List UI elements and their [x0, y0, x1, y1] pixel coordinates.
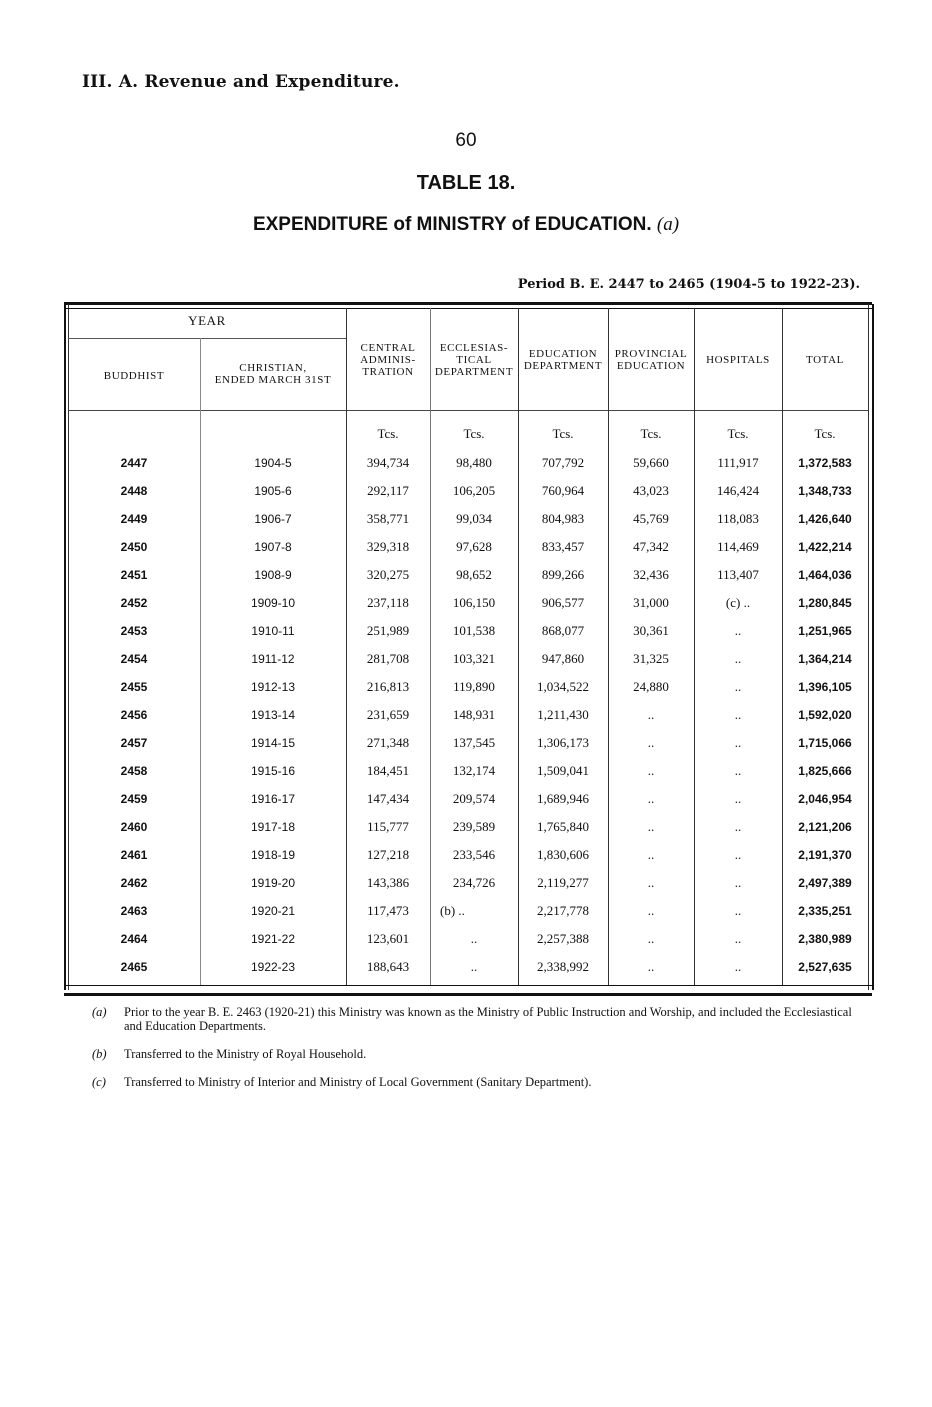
header-buddhist: BUDDHIST [103, 370, 165, 382]
cell-total: 2,335,251 [798, 904, 852, 918]
cell-provincial: 59,660 [633, 455, 669, 470]
cell-ecclesiastical: 119,890 [453, 679, 495, 694]
cell-christian: 1911-12 [251, 652, 295, 666]
table-row [68, 533, 868, 561]
footnote-mark: (b) [92, 1047, 107, 1061]
cell-total: 1,825,666 [798, 764, 852, 778]
cell-ecclesiastical: 97,628 [456, 539, 492, 554]
cell-ecclesiastical: 209,574 [452, 791, 496, 806]
cell-central: 231,659 [366, 707, 410, 722]
cell-ecclesiastical: 106,150 [452, 595, 496, 610]
cell-central: 123,601 [366, 931, 410, 946]
cell-hospitals: .. [734, 931, 742, 946]
cell-ecclesiastical: 239,589 [452, 819, 496, 834]
table-row [68, 701, 868, 729]
header-education [518, 348, 608, 372]
cell-christian: 1919-20 [250, 876, 296, 890]
period-caption: Period B. E. 2447 to 2465 (1904-5 to 1922-23). [517, 277, 860, 292]
cell-provincial: 32,436 [633, 567, 669, 582]
cell-total: 1,715,066 [798, 736, 852, 750]
header-central [346, 342, 430, 378]
cell-education: 2,119,277 [537, 875, 589, 890]
cell-buddhist: 2447 [120, 456, 148, 470]
cell-hospitals: (c) .. [725, 595, 751, 610]
cell-christian: 1905-6 [254, 484, 292, 498]
cell-hospitals: .. [734, 791, 742, 806]
cell-buddhist: 2450 [120, 540, 148, 554]
section-heading: III. A. Revenue and Expenditure. [82, 72, 400, 92]
cell-buddhist: 2457 [120, 736, 148, 750]
cell-ecclesiastical: 103,321 [452, 651, 496, 666]
cell-total: 1,422,214 [798, 540, 852, 554]
table-row [68, 561, 868, 589]
cell-buddhist: 2454 [120, 652, 148, 666]
cell-buddhist: 2453 [120, 624, 148, 638]
cell-hospitals: 118,083 [717, 511, 759, 526]
cell-buddhist: 2458 [120, 764, 148, 778]
cell-central: 117,473 [367, 903, 409, 918]
cell-ecclesiastical: 98,652 [456, 567, 492, 582]
cell-ecclesiastical: 99,034 [456, 511, 492, 526]
cell-total: 1,372,583 [798, 456, 852, 470]
cell-central: 320,275 [366, 567, 410, 582]
cell-central: 237,118 [367, 595, 409, 610]
cell-provincial: .. [647, 819, 655, 834]
header-eccl-line1: ECCLESIAS- [439, 342, 509, 354]
cell-central: 271,348 [366, 735, 410, 750]
cell-total: 1,592,020 [798, 708, 852, 722]
cell-total: 1,280,845 [798, 596, 852, 610]
table-row [68, 925, 868, 953]
footnote-text: Prior to the year B. E. 2463 (1920-21) this Ministry was known as the Ministry of Public Instruction and Worship, and included the Ecclesiastical and Education Departments. [124, 1005, 852, 1033]
cell-education: 1,211,430 [537, 707, 589, 722]
table-row [68, 897, 868, 925]
cell-education: 760,964 [541, 483, 585, 498]
table-row [68, 813, 868, 841]
cell-buddhist: 2459 [120, 792, 148, 806]
cell-ecclesiastical: (b) .. [440, 903, 465, 918]
cell-hospitals: 114,469 [717, 539, 759, 554]
footnote [92, 1005, 872, 1033]
table-row [68, 673, 868, 701]
cell-central: 115,777 [367, 819, 409, 834]
cell-ecclesiastical: 233,546 [452, 847, 496, 862]
cell-total: 2,380,989 [798, 932, 852, 946]
unit-central: Tcs. [377, 426, 399, 441]
subtitle-text: EXPENDITURE of MINISTRY of EDUCATION. [252, 214, 652, 235]
cell-hospitals: .. [734, 651, 742, 666]
table-row [68, 449, 868, 477]
header-central-line1: CENTRAL [360, 342, 416, 354]
cell-christian: 1913-14 [250, 708, 296, 722]
cell-education: 804,983 [541, 511, 585, 526]
unit-hospitals: Tcs. [727, 426, 749, 441]
footnote [92, 1075, 872, 1089]
header-christian [200, 362, 346, 386]
cell-total: 1,348,733 [798, 484, 852, 498]
header-provincial [608, 348, 694, 372]
cell-education: 906,577 [541, 595, 585, 610]
cell-provincial: 30,361 [633, 623, 669, 638]
cell-hospitals: .. [734, 679, 742, 694]
cell-ecclesiastical: 148,931 [452, 707, 496, 722]
cell-education: 1,689,946 [537, 791, 589, 806]
cell-education: 1,306,173 [537, 735, 589, 750]
cell-hospitals: 113,407 [717, 567, 759, 582]
cell-central: 292,117 [367, 483, 409, 498]
cell-ecclesiastical: .. [470, 959, 478, 974]
table-row [68, 645, 868, 673]
cell-christian: 1912-13 [250, 680, 296, 694]
cell-central: 143,386 [366, 875, 410, 890]
cell-education: 2,257,388 [537, 931, 589, 946]
cell-total: 2,527,635 [798, 960, 852, 974]
header-hospitals: HOSPITALS [706, 354, 770, 366]
cell-hospitals: 146,424 [716, 483, 760, 498]
cell-christian: 1922-23 [250, 960, 296, 974]
cell-central: 188,643 [366, 959, 410, 974]
cell-buddhist: 2455 [120, 680, 148, 694]
cell-central: 394,734 [366, 455, 410, 470]
cell-education: 868,077 [541, 623, 585, 638]
header-edu-line2: DEPARTMENT [523, 360, 603, 372]
unit-provincial: Tcs. [640, 426, 662, 441]
cell-christian: 1920-21 [250, 904, 296, 918]
cell-provincial: .. [647, 763, 655, 778]
header-central-line2: ADMINIS- [360, 354, 416, 366]
cell-total: 1,364,214 [798, 652, 852, 666]
cell-ecclesiastical: 106,205 [452, 483, 496, 498]
unit-row [68, 420, 868, 448]
table-row [68, 785, 868, 813]
footnote [92, 1047, 872, 1061]
cell-total: 1,464,036 [798, 568, 852, 582]
cell-christian: 1917-18 [250, 820, 296, 834]
unit-ecclesiastical: Tcs. [463, 426, 485, 441]
cell-christian: 1918-19 [250, 848, 296, 862]
cell-education: 707,792 [541, 455, 585, 470]
header-central-line3: TRATION [362, 366, 414, 378]
cell-provincial: 31,325 [633, 651, 669, 666]
cell-christian: 1907-8 [254, 540, 292, 554]
footnote-text: Transferred to Ministry of Interior and Ministry of Local Government (Sanitary Department). [124, 1075, 592, 1089]
footnote-mark: (c) [92, 1075, 106, 1089]
header-prov-line1: PROVINCIAL [614, 348, 688, 360]
cell-christian: 1910-11 [251, 624, 295, 638]
cell-christian: 1916-17 [250, 792, 296, 806]
cell-education: 1,034,522 [537, 679, 589, 694]
header-total: TOTAL [806, 354, 844, 366]
cell-provincial: .. [647, 735, 655, 750]
table-row [68, 953, 868, 981]
footnote-text: Transferred to the Ministry of Royal Household. [124, 1047, 367, 1061]
table-row [68, 617, 868, 645]
cell-hospitals: .. [734, 623, 742, 638]
cell-provincial: 24,880 [633, 679, 669, 694]
cell-provincial: 45,769 [633, 511, 669, 526]
cell-hospitals: .. [734, 763, 742, 778]
cell-central: 329,318 [366, 539, 410, 554]
cell-total: 2,191,370 [798, 848, 852, 862]
subtitle-note: (a) [656, 214, 680, 235]
header-christian-line2: ENDED MARCH 31ST [214, 374, 332, 386]
cell-hospitals: 111,917 [717, 455, 759, 470]
cell-education: 947,860 [541, 651, 585, 666]
cell-education: 1,765,840 [537, 819, 589, 834]
cell-christian: 1904-5 [254, 456, 292, 470]
cell-ecclesiastical: 98,480 [456, 455, 492, 470]
table-row [68, 841, 868, 869]
cell-education: 1,830,606 [537, 847, 589, 862]
cell-ecclesiastical: 101,538 [452, 623, 496, 638]
header-christian-line1: CHRISTIAN, [239, 362, 307, 374]
cell-central: 147,434 [366, 791, 410, 806]
unit-education: Tcs. [552, 426, 574, 441]
header-eccl-line2: TICAL [456, 354, 492, 366]
cell-provincial: 47,342 [633, 539, 669, 554]
cell-hospitals: .. [734, 959, 742, 974]
cell-buddhist: 2465 [120, 960, 148, 974]
cell-education: 899,266 [541, 567, 585, 582]
cell-buddhist: 2456 [120, 708, 148, 722]
cell-central: 127,218 [366, 847, 410, 862]
cell-buddhist: 2463 [120, 904, 148, 918]
cell-hospitals: .. [734, 707, 742, 722]
table-subtitle [0, 214, 932, 236]
page-number: 60 [455, 130, 477, 151]
cell-christian: 1908-9 [254, 568, 292, 582]
cell-provincial: .. [647, 959, 655, 974]
cell-buddhist: 2449 [120, 512, 148, 526]
cell-buddhist: 2464 [120, 932, 148, 946]
cell-provincial: .. [647, 875, 655, 890]
cell-total: 1,251,965 [798, 624, 852, 638]
table-row [68, 589, 868, 617]
cell-education: 2,217,778 [537, 903, 589, 918]
header-eccl-line3: DEPARTMENT [434, 366, 514, 378]
cell-hospitals: .. [734, 903, 742, 918]
cell-education: 833,457 [541, 539, 585, 554]
footnote-mark: (a) [92, 1005, 107, 1019]
cell-christian: 1914-15 [250, 736, 296, 750]
header-ecclesiastical [430, 342, 518, 378]
cell-total: 2,121,206 [798, 820, 852, 834]
cell-provincial: .. [647, 847, 655, 862]
cell-christian: 1915-16 [250, 764, 296, 778]
cell-christian: 1921-22 [250, 932, 296, 946]
cell-central: 251,989 [366, 623, 410, 638]
cell-ecclesiastical: 234,726 [452, 875, 496, 890]
cell-provincial: .. [647, 791, 655, 806]
cell-central: 184,451 [366, 763, 410, 778]
cell-education: 1,509,041 [537, 763, 589, 778]
cell-ecclesiastical: 132,174 [452, 763, 496, 778]
cell-hospitals: .. [734, 847, 742, 862]
cell-buddhist: 2461 [120, 848, 148, 862]
cell-provincial: .. [647, 931, 655, 946]
cell-central: 281,708 [366, 651, 410, 666]
cell-total: 1,426,640 [798, 512, 852, 526]
cell-total: 2,046,954 [798, 792, 852, 806]
cell-buddhist: 2451 [120, 568, 148, 582]
header-edu-line1: EDUCATION [528, 348, 598, 360]
header-prov-line2: EDUCATION [616, 360, 686, 372]
cell-hospitals: .. [734, 819, 742, 834]
table-row [68, 869, 868, 897]
header-year: YEAR [188, 313, 226, 328]
cell-provincial: 31,000 [633, 595, 669, 610]
unit-total: Tcs. [814, 426, 836, 441]
cell-ecclesiastical: 137,545 [452, 735, 496, 750]
table-row [68, 729, 868, 757]
cell-buddhist: 2460 [120, 820, 148, 834]
cell-buddhist: 2462 [120, 876, 148, 890]
cell-christian: 1906-7 [254, 512, 292, 526]
cell-christian: 1909-10 [250, 596, 296, 610]
cell-provincial: .. [647, 903, 655, 918]
cell-hospitals: .. [734, 735, 742, 750]
table-row [68, 505, 868, 533]
cell-central: 358,771 [366, 511, 410, 526]
cell-buddhist: 2448 [120, 484, 148, 498]
cell-central: 216,813 [366, 679, 410, 694]
cell-total: 1,396,105 [798, 680, 852, 694]
cell-ecclesiastical: .. [470, 931, 478, 946]
cell-provincial: .. [647, 707, 655, 722]
cell-total: 2,497,389 [798, 876, 852, 890]
cell-provincial: 43,023 [633, 483, 669, 498]
table-row [68, 757, 868, 785]
cell-education: 2,338,992 [537, 959, 589, 974]
cell-hospitals: .. [734, 875, 742, 890]
cell-buddhist: 2452 [120, 596, 148, 610]
table-title: TABLE 18. [416, 172, 516, 194]
table-row [68, 477, 868, 505]
